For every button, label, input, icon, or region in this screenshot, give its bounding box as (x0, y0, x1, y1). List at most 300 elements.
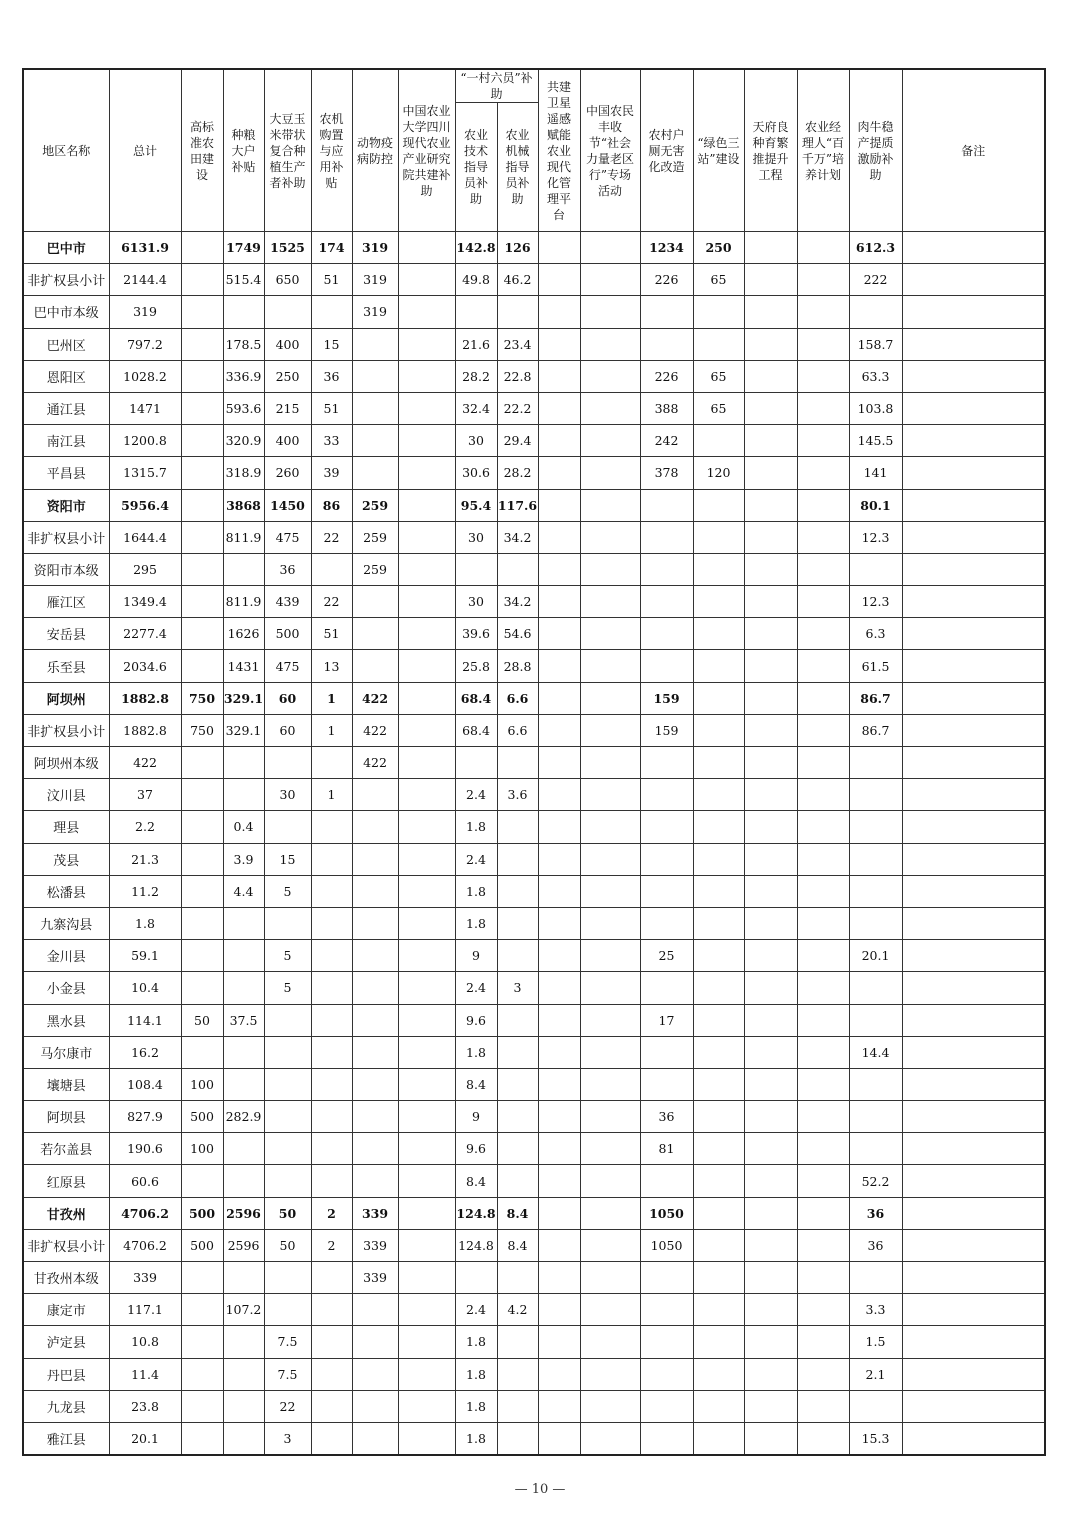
value-cell (181, 907, 223, 939)
value-cell: 1.8 (109, 907, 181, 939)
value-cell: 259 (352, 521, 398, 553)
value-cell: 65 (693, 264, 744, 296)
value-cell (797, 940, 849, 972)
value-cell: 422 (109, 747, 181, 779)
value-cell (797, 392, 849, 424)
value-cell (693, 296, 744, 328)
value-cell: 226 (640, 264, 693, 296)
value-cell (693, 907, 744, 939)
value-cell: 260 (264, 457, 311, 489)
value-cell (902, 264, 1045, 296)
value-cell (902, 714, 1045, 746)
value-cell (902, 553, 1045, 585)
value-cell (538, 1422, 580, 1455)
value-cell: 17 (640, 1004, 693, 1036)
value-cell: 1315.7 (109, 457, 181, 489)
value-cell (580, 1262, 640, 1294)
value-cell: 1050 (640, 1197, 693, 1229)
value-cell (538, 811, 580, 843)
value-cell (693, 425, 744, 457)
value-cell (693, 521, 744, 553)
value-cell: 34.2 (497, 586, 538, 618)
value-cell (311, 875, 352, 907)
value-cell: 2.2 (109, 811, 181, 843)
value-cell (640, 1262, 693, 1294)
value-cell (797, 1101, 849, 1133)
value-cell (181, 618, 223, 650)
region-name-cell: 平昌县 (23, 457, 109, 489)
value-cell: 1.8 (455, 1422, 497, 1455)
value-cell (693, 553, 744, 585)
value-cell (902, 425, 1045, 457)
value-cell (181, 747, 223, 779)
value-cell: 475 (264, 650, 311, 682)
value-cell: 141 (849, 457, 902, 489)
region-name-cell: 阿坝州本级 (23, 747, 109, 779)
table-row-region-total (23, 682, 1045, 714)
value-cell (497, 1262, 538, 1294)
value-cell (352, 618, 398, 650)
value-cell (398, 1294, 455, 1326)
value-cell (497, 1358, 538, 1390)
value-cell (797, 1390, 849, 1422)
value-cell (902, 457, 1045, 489)
value-cell (744, 1326, 797, 1358)
table-body (23, 232, 1045, 1456)
table-row (23, 618, 1045, 650)
value-cell (538, 618, 580, 650)
table-row (23, 972, 1045, 1004)
value-cell: 8.4 (497, 1229, 538, 1261)
value-cell (352, 1165, 398, 1197)
value-cell: 36 (640, 1101, 693, 1133)
value-cell: 242 (640, 425, 693, 457)
value-cell (538, 1036, 580, 1068)
value-cell: 174 (311, 232, 352, 264)
value-cell: 51 (311, 264, 352, 296)
value-cell (223, 972, 264, 1004)
value-cell (538, 489, 580, 521)
value-cell (580, 1036, 640, 1068)
value-cell (264, 1101, 311, 1133)
value-cell (580, 747, 640, 779)
value-cell: 68.4 (455, 714, 497, 746)
value-cell: 2.4 (455, 843, 497, 875)
header-animal-disease-control: 动物疫病防控 (352, 69, 398, 232)
value-cell: 28.2 (497, 457, 538, 489)
value-cell: 190.6 (109, 1133, 181, 1165)
value-cell (538, 1004, 580, 1036)
value-cell (580, 618, 640, 650)
table-row (23, 843, 1045, 875)
value-cell (693, 1101, 744, 1133)
value-cell (849, 811, 902, 843)
value-cell (640, 1036, 693, 1068)
value-cell (744, 232, 797, 264)
value-cell (497, 843, 538, 875)
region-name-cell: 南江县 (23, 425, 109, 457)
value-cell: 3 (264, 1422, 311, 1455)
value-cell (538, 875, 580, 907)
region-name-cell: 小金县 (23, 972, 109, 1004)
value-cell (849, 747, 902, 779)
value-cell: 2.1 (849, 1358, 902, 1390)
table-row (23, 360, 1045, 392)
value-cell (744, 457, 797, 489)
value-cell (398, 682, 455, 714)
value-cell: 10.4 (109, 972, 181, 1004)
value-cell: 222 (849, 264, 902, 296)
value-cell: 59.1 (109, 940, 181, 972)
table-row (23, 747, 1045, 779)
value-cell (902, 1068, 1045, 1100)
value-cell: 319 (352, 232, 398, 264)
value-cell (398, 1197, 455, 1229)
value-cell (744, 618, 797, 650)
value-cell (311, 1036, 352, 1068)
value-cell (693, 843, 744, 875)
value-cell (352, 875, 398, 907)
value-cell: 13 (311, 650, 352, 682)
value-cell (352, 1101, 398, 1133)
value-cell: 1028.2 (109, 360, 181, 392)
value-cell: 500 (181, 1101, 223, 1133)
value-cell (744, 1262, 797, 1294)
header-farm-manager-training: 农业经理人“百千万”培养计划 (797, 69, 849, 232)
value-cell: 1050 (640, 1229, 693, 1261)
value-cell: 339 (352, 1229, 398, 1261)
value-cell (744, 521, 797, 553)
value-cell (311, 972, 352, 1004)
value-cell (902, 940, 1045, 972)
value-cell: 100 (181, 1068, 223, 1100)
value-cell (352, 586, 398, 618)
table-row (23, 940, 1045, 972)
value-cell (264, 296, 311, 328)
value-cell (398, 1326, 455, 1358)
value-cell: 100 (181, 1133, 223, 1165)
value-cell (849, 296, 902, 328)
value-cell (640, 907, 693, 939)
value-cell (538, 1262, 580, 1294)
value-cell: 475 (264, 521, 311, 553)
value-cell: 250 (264, 360, 311, 392)
value-cell (352, 907, 398, 939)
value-cell (181, 392, 223, 424)
header-grain-grower-subsidy: 种粮大户补贴 (223, 69, 264, 232)
value-cell: 39.6 (455, 618, 497, 650)
value-cell (181, 1294, 223, 1326)
value-cell: 52.2 (849, 1165, 902, 1197)
value-cell (849, 553, 902, 585)
value-cell: 21.6 (455, 328, 497, 360)
value-cell (398, 489, 455, 521)
value-cell: 9.6 (455, 1004, 497, 1036)
value-cell (497, 940, 538, 972)
value-cell (311, 940, 352, 972)
value-cell (398, 618, 455, 650)
value-cell (264, 1133, 311, 1165)
value-cell: 16.2 (109, 1036, 181, 1068)
value-cell (311, 1390, 352, 1422)
value-cell (693, 1165, 744, 1197)
value-cell: 36 (311, 360, 352, 392)
value-cell (580, 1358, 640, 1390)
value-cell (538, 1390, 580, 1422)
value-cell (902, 296, 1045, 328)
value-cell (849, 1101, 902, 1133)
region-name-cell: 金川县 (23, 940, 109, 972)
value-cell (181, 1165, 223, 1197)
value-cell (580, 682, 640, 714)
value-cell: 259 (352, 489, 398, 521)
value-cell (849, 972, 902, 1004)
value-cell: 25 (640, 940, 693, 972)
value-cell (580, 586, 640, 618)
value-cell (797, 650, 849, 682)
value-cell (580, 232, 640, 264)
value-cell (849, 1004, 902, 1036)
value-cell (398, 1262, 455, 1294)
value-cell (744, 1036, 797, 1068)
value-cell (181, 296, 223, 328)
header-agri-tech-instructor: 农业技术指导员补助 (455, 103, 497, 232)
value-cell (902, 328, 1045, 360)
value-cell: 750 (181, 682, 223, 714)
value-cell (640, 811, 693, 843)
value-cell (580, 714, 640, 746)
table-row (23, 650, 1045, 682)
value-cell: 1644.4 (109, 521, 181, 553)
value-cell (744, 1101, 797, 1133)
region-name-cell: 恩阳区 (23, 360, 109, 392)
table-row (23, 264, 1045, 296)
value-cell: 21.3 (109, 843, 181, 875)
value-cell (580, 521, 640, 553)
header-group-village-staff: “一村六员”补助 (455, 69, 538, 103)
value-cell (398, 1358, 455, 1390)
value-cell (538, 972, 580, 1004)
value-cell: 50 (264, 1229, 311, 1261)
value-cell (538, 1101, 580, 1133)
value-cell (497, 747, 538, 779)
value-cell (693, 1229, 744, 1261)
value-cell: 339 (352, 1197, 398, 1229)
value-cell (497, 1036, 538, 1068)
value-cell (398, 875, 455, 907)
value-cell (693, 940, 744, 972)
value-cell (264, 907, 311, 939)
value-cell (538, 843, 580, 875)
value-cell: 117.6 (497, 489, 538, 521)
region-name-cell: 壤塘县 (23, 1068, 109, 1100)
value-cell (580, 1068, 640, 1100)
value-cell: 25.8 (455, 650, 497, 682)
value-cell (311, 843, 352, 875)
value-cell (264, 1262, 311, 1294)
value-cell: 318.9 (223, 457, 264, 489)
value-cell (311, 296, 352, 328)
value-cell (902, 232, 1045, 264)
value-cell: 1882.8 (109, 714, 181, 746)
value-cell (902, 392, 1045, 424)
value-cell: 1.8 (455, 1036, 497, 1068)
value-cell: 15 (264, 843, 311, 875)
table-row (23, 1004, 1045, 1036)
value-cell (640, 650, 693, 682)
value-cell (744, 747, 797, 779)
value-cell (181, 843, 223, 875)
value-cell (797, 232, 849, 264)
region-name-cell: 巴州区 (23, 328, 109, 360)
value-cell: 515.4 (223, 264, 264, 296)
value-cell (693, 1390, 744, 1422)
value-cell (538, 1133, 580, 1165)
value-cell (223, 1358, 264, 1390)
value-cell: 2277.4 (109, 618, 181, 650)
value-cell: 142.8 (455, 232, 497, 264)
value-cell: 336.9 (223, 360, 264, 392)
value-cell (693, 875, 744, 907)
value-cell (902, 1294, 1045, 1326)
value-cell (580, 457, 640, 489)
value-cell (797, 1036, 849, 1068)
value-cell (640, 1390, 693, 1422)
value-cell: 500 (264, 618, 311, 650)
value-cell: 65 (693, 392, 744, 424)
value-cell: 159 (640, 682, 693, 714)
value-cell: 124.8 (455, 1229, 497, 1261)
value-cell (744, 650, 797, 682)
value-cell (580, 1229, 640, 1261)
value-cell (538, 296, 580, 328)
value-cell (902, 907, 1045, 939)
value-cell (693, 1133, 744, 1165)
value-cell: 422 (352, 714, 398, 746)
value-cell: 14.4 (849, 1036, 902, 1068)
region-name-cell: 丹巴县 (23, 1358, 109, 1390)
value-cell (497, 1326, 538, 1358)
table-row-region-total (23, 489, 1045, 521)
table-row (23, 779, 1045, 811)
value-cell (744, 264, 797, 296)
value-cell (797, 843, 849, 875)
value-cell (352, 1036, 398, 1068)
value-cell (538, 1358, 580, 1390)
value-cell (398, 392, 455, 424)
region-name-cell: 九寨沟县 (23, 907, 109, 939)
value-cell (849, 907, 902, 939)
value-cell: 30 (455, 586, 497, 618)
value-cell (352, 1358, 398, 1390)
value-cell: 2.4 (455, 1294, 497, 1326)
header-green-stations: “绿色三站”建设 (693, 69, 744, 232)
table-row (23, 1326, 1045, 1358)
value-cell (181, 360, 223, 392)
value-cell (580, 328, 640, 360)
value-cell: 2144.4 (109, 264, 181, 296)
value-cell (640, 843, 693, 875)
header-satellite-platform: 共建卫星遥感赋能农业现代化管理平台 (538, 69, 580, 232)
value-cell (352, 811, 398, 843)
page-number: — 10 — (514, 1482, 566, 1497)
table-row (23, 296, 1045, 328)
value-cell (797, 457, 849, 489)
value-cell (181, 457, 223, 489)
value-cell (181, 779, 223, 811)
header-soybean-corn-intercrop: 大豆玉米带状复合种植生产者补助 (264, 69, 311, 232)
header-total: 总计 (109, 69, 181, 232)
value-cell (797, 1004, 849, 1036)
table-row (23, 521, 1045, 553)
value-cell (849, 875, 902, 907)
value-cell (223, 296, 264, 328)
value-cell (797, 907, 849, 939)
region-name-cell: 非扩权县小计 (23, 521, 109, 553)
header-beef-cattle-incentive: 肉牛稳产提质激励补助 (849, 69, 902, 232)
value-cell: 3868 (223, 489, 264, 521)
value-cell: 1.5 (849, 1326, 902, 1358)
value-cell: 81 (640, 1133, 693, 1165)
value-cell: 12.3 (849, 586, 902, 618)
value-cell (693, 1294, 744, 1326)
value-cell: 20.1 (849, 940, 902, 972)
value-cell (797, 875, 849, 907)
value-cell (693, 489, 744, 521)
value-cell (640, 586, 693, 618)
value-cell: 126 (497, 232, 538, 264)
region-name-cell: 通江县 (23, 392, 109, 424)
value-cell: 9.6 (455, 1133, 497, 1165)
value-cell (693, 779, 744, 811)
value-cell (902, 1165, 1045, 1197)
value-cell: 339 (109, 1262, 181, 1294)
value-cell (580, 811, 640, 843)
region-name-cell: 资阳市 (23, 489, 109, 521)
header-region-name: 地区名称 (23, 69, 109, 232)
table-row (23, 553, 1045, 585)
value-cell (693, 747, 744, 779)
value-cell (744, 1422, 797, 1455)
value-cell (398, 457, 455, 489)
value-cell (497, 553, 538, 585)
value-cell (744, 1165, 797, 1197)
value-cell (744, 1068, 797, 1100)
value-cell (693, 1326, 744, 1358)
value-cell (744, 425, 797, 457)
value-cell: 422 (352, 682, 398, 714)
value-cell (538, 264, 580, 296)
value-cell (398, 425, 455, 457)
value-cell (744, 553, 797, 585)
value-cell (497, 875, 538, 907)
value-cell (744, 1390, 797, 1422)
value-cell (797, 618, 849, 650)
value-cell (223, 553, 264, 585)
region-name-cell: 若尔盖县 (23, 1133, 109, 1165)
region-name-cell: 非扩权县小计 (23, 714, 109, 746)
table-row (23, 1390, 1045, 1422)
value-cell (744, 779, 797, 811)
value-cell (223, 1422, 264, 1455)
value-cell (538, 521, 580, 553)
value-cell: 23.4 (497, 328, 538, 360)
subsidy-allocation-table (22, 68, 1046, 1456)
value-cell: 117.1 (109, 1294, 181, 1326)
value-cell (398, 1068, 455, 1100)
value-cell (181, 232, 223, 264)
value-cell: 1234 (640, 232, 693, 264)
